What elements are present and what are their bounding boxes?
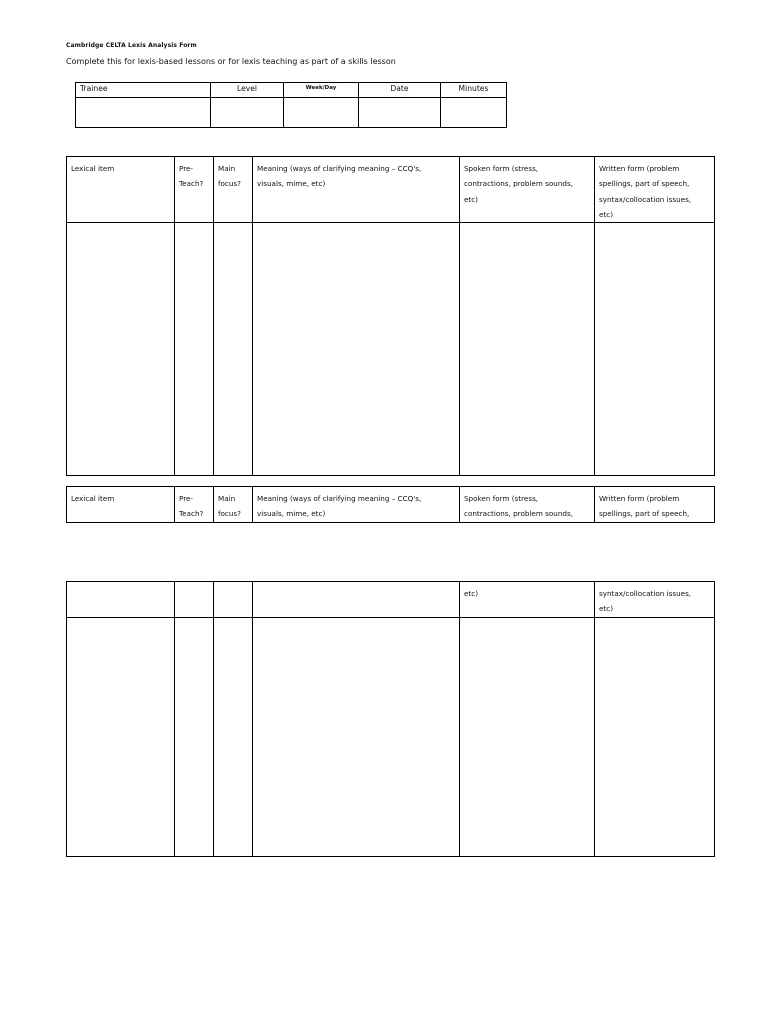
header-text: Written form (problem [599, 164, 680, 173]
main-focus-header-cont [214, 582, 253, 618]
lexical-item-header-cont [67, 582, 175, 618]
written-form-header [595, 487, 715, 523]
lexis-analysis-table-header-part [66, 486, 715, 523]
lexical-item-header [67, 487, 175, 523]
written-form-cell[interactable] [595, 617, 715, 856]
week-day-field[interactable] [284, 98, 359, 128]
pre-teach-header [175, 157, 214, 223]
header-text: Lexical item [71, 164, 115, 173]
lexis-analysis-table [66, 156, 715, 476]
header-text: Spoken form (stress, [464, 494, 539, 503]
header-text: Pre- [179, 164, 194, 173]
pre-teach-cell[interactable] [175, 223, 214, 476]
lexical-item-header [67, 157, 175, 223]
header-text: Teach? [179, 509, 204, 519]
level-header: Level [211, 83, 284, 98]
header-text: syntax/collocation issues, [599, 194, 692, 204]
header-text: etc) [464, 589, 478, 598]
header-text: Main [218, 164, 236, 173]
main-focus-cell[interactable] [214, 223, 253, 476]
header-text: focus? [218, 509, 241, 519]
date-header: Date [359, 83, 441, 98]
header-text: spellings, part of speech, [599, 179, 690, 189]
spoken-form-header [460, 157, 595, 223]
header-text: Meaning (ways of clarifying meaning – CCQ's, [257, 494, 422, 503]
header-text: Spoken form (stress, [464, 164, 539, 173]
written-form-header [595, 157, 715, 223]
spoken-form-cell[interactable] [460, 223, 595, 476]
pre-teach-header [175, 487, 214, 523]
header-text: etc) [464, 194, 478, 204]
header-text: focus? [218, 179, 241, 189]
main-focus-header [214, 157, 253, 223]
meaning-header-cont [253, 582, 460, 618]
week-day-header: Week/Day [284, 83, 359, 98]
header-text: syntax/collocation issues, [599, 589, 692, 598]
lexical-item-cell[interactable] [67, 223, 175, 476]
header-text: etc) [599, 604, 613, 614]
trainee-field[interactable] [76, 98, 211, 128]
header-text: contractions, problem sounds, [464, 509, 573, 519]
minutes-field[interactable] [441, 98, 507, 128]
header-text: visuals, mime, etc) [257, 179, 326, 189]
meaning-header [253, 487, 460, 523]
header-text: Pre- [179, 494, 194, 503]
date-field[interactable] [359, 98, 441, 128]
header-text: Lexical item [71, 494, 115, 503]
header-text: contractions, problem sounds, [464, 179, 573, 189]
header-text: Teach? [179, 179, 204, 189]
spoken-form-header-cont [460, 582, 595, 618]
header-text: Main [218, 494, 236, 503]
spoken-form-header [460, 487, 595, 523]
header-text: Meaning (ways of clarifying meaning – CCQ's, [257, 164, 422, 173]
main-focus-cell[interactable] [214, 617, 253, 856]
pre-teach-header-cont [175, 582, 214, 618]
header-text: visuals, mime, etc) [257, 509, 326, 519]
pre-teach-cell[interactable] [175, 617, 214, 856]
meaning-header [253, 157, 460, 223]
written-form-header-cont [595, 582, 715, 618]
meaning-cell[interactable] [253, 223, 460, 476]
written-form-cell[interactable] [595, 223, 715, 476]
form-instructions: Complete this for lexis-based lessons or for lexis teaching as part of a skills lesson [66, 57, 396, 66]
spoken-form-cell[interactable] [460, 617, 595, 856]
main-focus-header [214, 487, 253, 523]
meaning-cell[interactable] [253, 617, 460, 856]
minutes-header: Minutes [441, 83, 507, 98]
trainee-header: Trainee [76, 83, 211, 98]
trainee-details-table [75, 82, 507, 128]
lexis-analysis-table-continued [66, 581, 715, 857]
header-text: etc) [599, 209, 613, 219]
header-text: Written form (problem [599, 494, 680, 503]
level-field[interactable] [211, 98, 284, 128]
form-title: Cambridge CELTA Lexis Analysis Form [66, 42, 197, 49]
header-text: spellings, part of speech, [599, 509, 690, 519]
lexical-item-cell[interactable] [67, 617, 175, 856]
